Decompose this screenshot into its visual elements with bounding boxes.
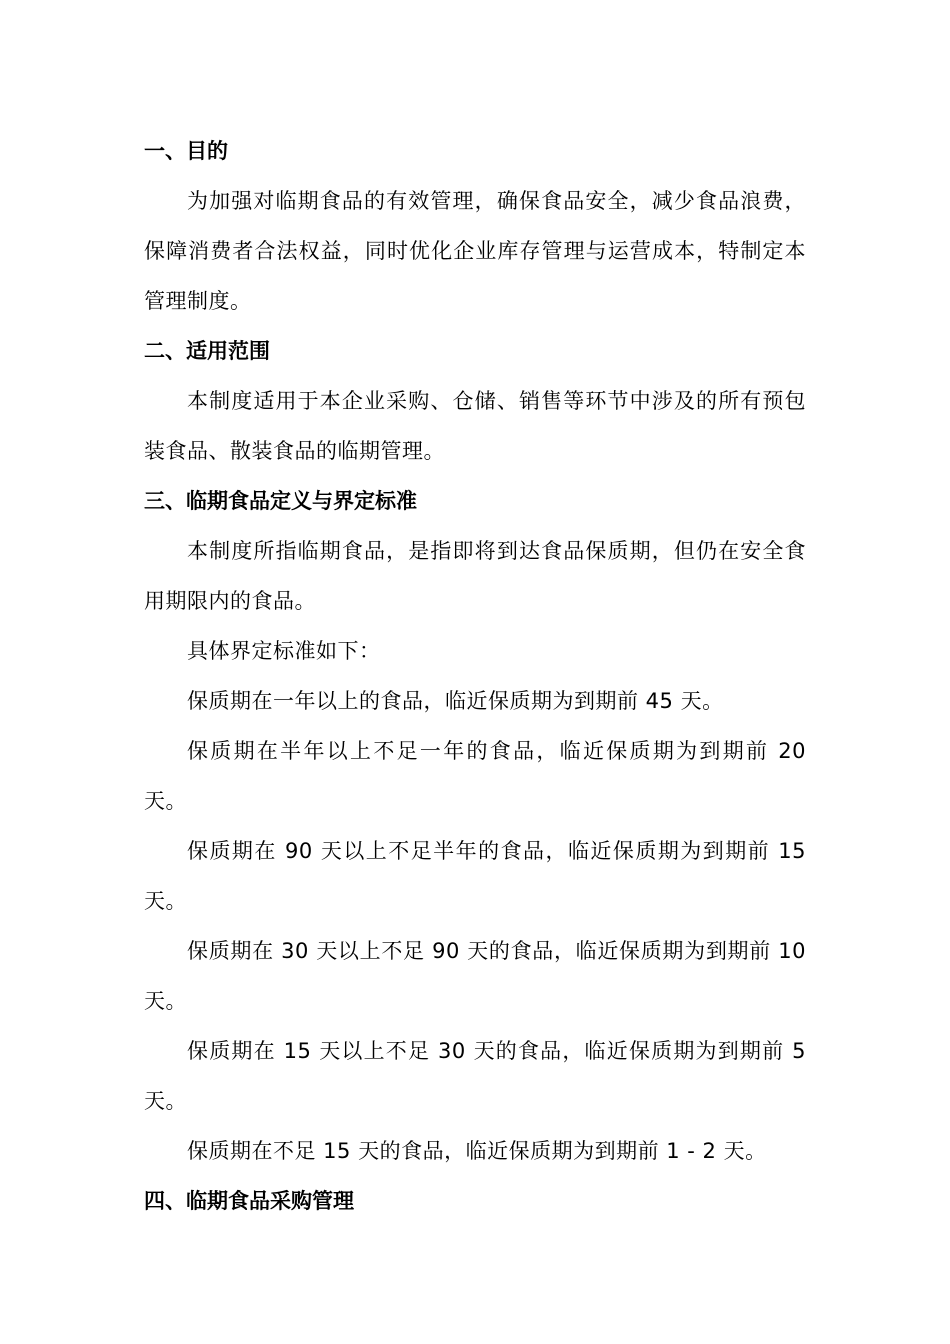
scope-paragraph: 本制度适用于本企业采购、仓储、销售等环节中涉及的所有预包装食品、散装食品的临期管理。 bbox=[144, 389, 806, 463]
criteria-intro: 具体界定标准如下： bbox=[187, 639, 381, 663]
section-heading-definition: 三、临期食品定义与界定标准 bbox=[144, 489, 417, 513]
criteria-item: 保质期在一年以上的食品，临近保质期为到期前 45 天。 bbox=[187, 689, 724, 713]
criteria-item: 保质期在半年以上不足一年的食品，临近保质期为到期前 20 天。 bbox=[144, 739, 806, 813]
criteria-item: 保质期在 30 天以上不足 90 天的食品，临近保质期为到期前 10 天。 bbox=[144, 939, 806, 1013]
criteria-item: 保质期在 15 天以上不足 30 天的食品，临近保质期为到期前 5 天。 bbox=[144, 1039, 806, 1113]
document-body bbox=[144, 126, 806, 1226]
section-heading-procurement: 四、临期食品采购管理 bbox=[144, 1189, 354, 1213]
section-heading-scope: 二、适用范围 bbox=[144, 339, 270, 363]
criteria-item: 保质期在不足 15 天的食品，临近保质期为到期前 1 - 2 天。 bbox=[187, 1139, 767, 1163]
criteria-item: 保质期在 90 天以上不足半年的食品，临近保质期为到期前 15 天。 bbox=[144, 839, 806, 913]
purpose-paragraph: 为加强对临期食品的有效管理，确保食品安全，减少食品浪费，保障消费者合法权益，同时优化企业库存管理与运营成本，特制定本管理制度。 bbox=[144, 189, 806, 313]
section-heading-purpose: 一、目的 bbox=[144, 139, 228, 163]
definition-paragraph: 本制度所指临期食品，是指即将到达食品保质期，但仍在安全食用期限内的食品。 bbox=[144, 539, 806, 613]
